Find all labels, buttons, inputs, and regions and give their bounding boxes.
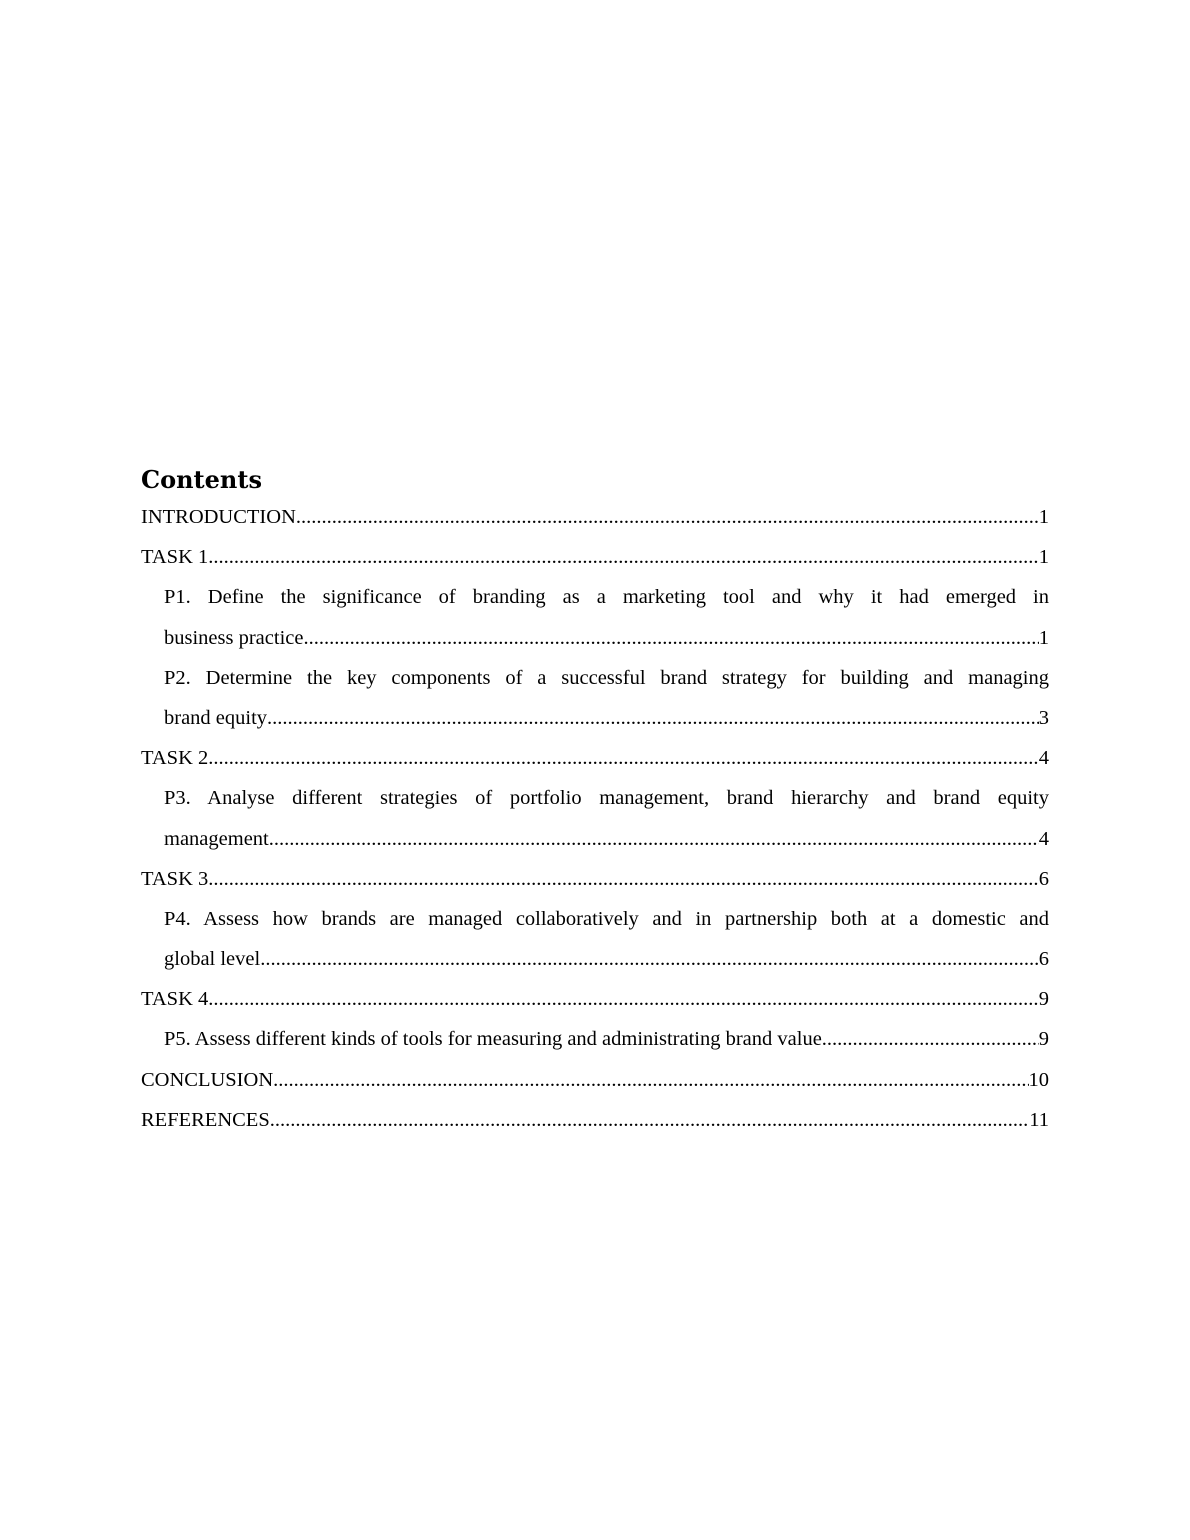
toc-heading: Contents	[141, 465, 262, 494]
toc-entry-task3[interactable]	[141, 865, 1049, 905]
dot-leader	[269, 825, 1039, 865]
toc-entry-p4[interactable]	[141, 905, 1049, 945]
toc-entry-p1[interactable]	[141, 583, 1049, 623]
toc-entry-introduction[interactable]	[141, 503, 1049, 543]
toc-entry-title: P4. Assess how brands are managed collaboratively and in partnership both at a domestic and	[164, 907, 1049, 930]
dot-leader	[267, 704, 1039, 744]
toc-entry-title: TASK 1	[141, 546, 209, 569]
toc-page-number: 10	[1028, 1068, 1049, 1091]
toc-entry-title: TASK 3	[141, 867, 209, 890]
toc-page-number: 1	[1038, 506, 1049, 528]
toc-entry-title: business practice	[164, 626, 304, 649]
toc-entry-p4-cont[interactable]	[141, 945, 1049, 985]
toc-entry-p5[interactable]	[141, 1025, 1049, 1065]
dot-leader	[208, 865, 1038, 905]
toc-entry-task2[interactable]	[141, 744, 1049, 784]
dot-leader	[208, 543, 1038, 583]
dot-leader	[260, 945, 1039, 985]
dot-leader	[296, 503, 1039, 543]
toc-entry-title: TASK 4	[141, 988, 209, 1011]
toc-entry-title: REFERENCES	[141, 1108, 270, 1131]
toc-entry-p2-cont[interactable]	[141, 704, 1049, 744]
toc-entry-title: P1. Define the significance of branding as a marketing tool and why it had emerged in	[164, 586, 1049, 609]
toc-entry-task1[interactable]	[141, 543, 1049, 583]
toc-page-number: 11	[1029, 1108, 1049, 1131]
toc-page-number: 6	[1038, 867, 1049, 890]
toc-page-number: 1	[1038, 546, 1049, 569]
toc-entry-task4[interactable]	[141, 985, 1049, 1025]
toc-page-number: 4	[1038, 747, 1049, 770]
dot-leader	[208, 985, 1038, 1025]
dot-leader	[303, 624, 1038, 664]
toc-entry-p3[interactable]	[141, 784, 1049, 824]
toc-page-number: 4	[1038, 827, 1049, 850]
toc-page-number: 3	[1038, 706, 1049, 729]
toc-page-number: 6	[1038, 948, 1049, 971]
toc-entry-title: brand equity	[164, 706, 268, 729]
dot-leader	[270, 1106, 1030, 1146]
toc-page-number: 1	[1038, 626, 1049, 649]
toc-entry-title: INTRODUCTION	[141, 506, 296, 528]
toc-entry-references[interactable]	[141, 1106, 1049, 1146]
toc-entry-title: CONCLUSION	[141, 1068, 274, 1091]
toc-entry-p1-cont[interactable]	[141, 624, 1049, 664]
toc-entry-title: P2. Determine the key components of a successful brand strategy for building and managing	[164, 666, 1049, 689]
toc-entry-title: management	[164, 827, 269, 850]
dot-leader	[208, 744, 1038, 784]
toc-page-number: 9	[1038, 988, 1049, 1011]
toc-entry-title: global level	[164, 948, 261, 971]
toc-entry-title: P3. Analyse different strategies of portfolio management, brand hierarchy and brand equity	[164, 787, 1049, 810]
table-of-contents	[141, 503, 1049, 1146]
toc-entry-conclusion[interactable]	[141, 1066, 1049, 1106]
toc-entry-title: P5. Assess different kinds of tools for measuring and administrating brand value	[164, 1028, 822, 1051]
dot-leader	[273, 1066, 1028, 1106]
toc-entry-p3-cont[interactable]	[141, 825, 1049, 865]
dot-leader	[822, 1025, 1039, 1065]
toc-entry-p2[interactable]	[141, 664, 1049, 704]
toc-entry-title: TASK 2	[141, 747, 209, 770]
toc-page-number: 9	[1038, 1028, 1049, 1051]
